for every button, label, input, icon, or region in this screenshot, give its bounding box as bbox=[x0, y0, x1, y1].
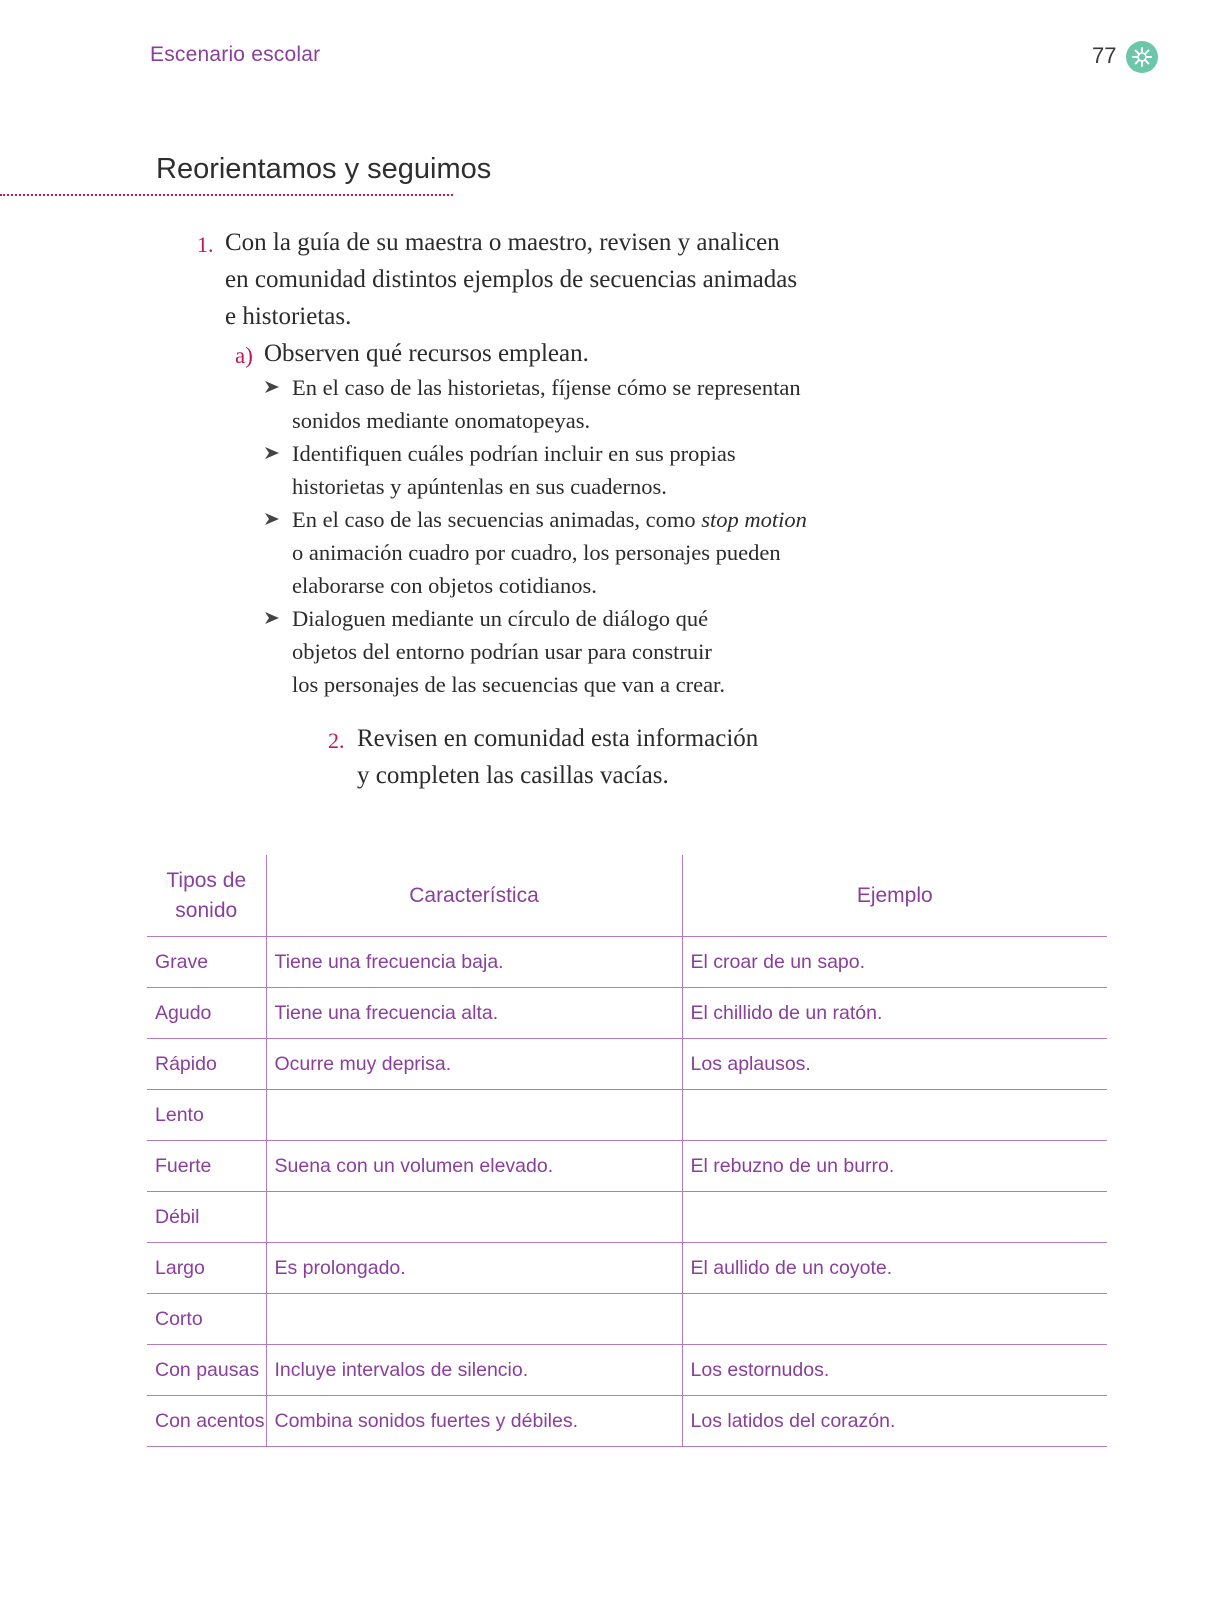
table-row bbox=[147, 1345, 1107, 1396]
table-row bbox=[147, 1396, 1107, 1447]
cell-type: Débil bbox=[147, 1192, 266, 1243]
bullet-arrow-icon bbox=[264, 446, 280, 460]
bullet-arrow-icon bbox=[264, 380, 280, 394]
cell-type: Rápido bbox=[147, 1039, 266, 1090]
cell-characteristic-empty[interactable] bbox=[266, 1294, 682, 1345]
cell-characteristic: Combina sonidos fuertes y débiles. bbox=[266, 1396, 682, 1447]
bullet-4-line-1: Dialoguen mediante un círculo de diálogo qué bbox=[292, 606, 709, 631]
cell-type: Lento bbox=[147, 1090, 266, 1141]
bullet-arrow-icon bbox=[264, 512, 280, 526]
section-divider bbox=[0, 194, 453, 196]
cell-example: El rebuzno de un burro. bbox=[682, 1141, 1107, 1192]
cell-characteristic-empty[interactable] bbox=[266, 1090, 682, 1141]
cell-example: Los estornudos. bbox=[682, 1345, 1107, 1396]
cell-type: Grave bbox=[147, 937, 266, 988]
cell-type: Con acentos bbox=[147, 1396, 266, 1447]
cell-characteristic: Tiene una frecuencia alta. bbox=[266, 988, 682, 1039]
table-row bbox=[147, 1090, 1107, 1141]
bullet-arrow-icon bbox=[264, 611, 280, 625]
section-title: Reorientamos y seguimos bbox=[156, 153, 492, 185]
table-row bbox=[147, 1039, 1107, 1090]
table-row bbox=[147, 988, 1107, 1039]
bullet-2-line-2: historietas y apúntenlas en sus cuadernos. bbox=[292, 474, 667, 499]
bullet-2-line-1: Identifiquen cuáles podrían incluir en sus propias bbox=[292, 441, 736, 466]
page-number: 77 bbox=[1092, 43, 1117, 68]
table-header-row bbox=[147, 855, 1107, 937]
table-row bbox=[147, 1243, 1107, 1294]
header-caracteristica: Característica bbox=[266, 855, 682, 937]
table-row bbox=[147, 1294, 1107, 1345]
header-tipos-de-sonido: Tipos de sonido bbox=[147, 855, 266, 937]
item1-line-1: Con la guía de su maestra o maestro, revisen y analicen bbox=[225, 229, 780, 256]
item2-marker: 2. bbox=[328, 728, 345, 753]
bullet-1-line-1: En el caso de las historietas, fíjense cómo se representan bbox=[292, 375, 801, 400]
cell-example: El chillido de un ratón. bbox=[682, 988, 1107, 1039]
item2-line-2: y completen las casillas vacías. bbox=[357, 762, 669, 789]
cell-example: El aullido de un coyote. bbox=[682, 1243, 1107, 1294]
cell-type: Agudo bbox=[147, 988, 266, 1039]
cell-example-empty[interactable] bbox=[682, 1090, 1107, 1141]
item2-line-1: Revisen en comunidad esta información bbox=[357, 725, 759, 752]
bullet-4-line-2: objetos del entorno podrían usar para construir bbox=[292, 639, 712, 664]
table-row bbox=[147, 1192, 1107, 1243]
cell-type: Con pausas bbox=[147, 1345, 266, 1396]
cell-type: Fuerte bbox=[147, 1141, 266, 1192]
cell-example-empty[interactable] bbox=[682, 1192, 1107, 1243]
cell-characteristic: Es prolongado. bbox=[266, 1243, 682, 1294]
bullet-4-line-3: los personajes de las secuencias que van a crear. bbox=[292, 672, 725, 697]
item1-line-2: en comunidad distintos ejemplos de secuencias animadas bbox=[225, 266, 798, 293]
cell-example: El croar de un sapo. bbox=[682, 937, 1107, 988]
cell-characteristic: Suena con un volumen elevado. bbox=[266, 1141, 682, 1192]
table-row bbox=[147, 937, 1107, 988]
cell-characteristic: Incluye intervalos de silencio. bbox=[266, 1345, 682, 1396]
item1-sub-a-text: Observen qué recursos emplean. bbox=[264, 340, 589, 367]
cell-characteristic: Ocurre muy deprisa. bbox=[266, 1039, 682, 1090]
bullet-1-line-2: sonidos mediante onomatopeyas. bbox=[292, 408, 591, 433]
sparkle-badge-icon bbox=[1126, 41, 1158, 73]
cell-example: Los latidos del corazón. bbox=[682, 1396, 1107, 1447]
cell-type: Largo bbox=[147, 1243, 266, 1294]
cell-characteristic: Tiene una frecuencia baja. bbox=[266, 937, 682, 988]
item1-sub-a-marker: a) bbox=[235, 343, 253, 368]
cell-characteristic-empty[interactable] bbox=[266, 1192, 682, 1243]
bullet-3-line-1: En el caso de las secuencias animadas, como stop motion bbox=[292, 507, 807, 532]
header-ejemplo: Ejemplo bbox=[682, 855, 1107, 937]
cell-example: Los aplausos. bbox=[682, 1039, 1107, 1090]
cell-example-empty[interactable] bbox=[682, 1294, 1107, 1345]
item1-line-3: e historietas. bbox=[225, 303, 352, 330]
item1-marker: 1. bbox=[197, 232, 214, 257]
cell-type: Corto bbox=[147, 1294, 266, 1345]
bullet-3-line-2: o animación cuadro por cuadro, los personajes pueden bbox=[292, 540, 781, 565]
bullet-3-line-3: elaborarse con objetos cotidianos. bbox=[292, 573, 597, 598]
sound-types-table bbox=[147, 855, 1107, 1447]
running-title: Escenario escolar bbox=[150, 43, 321, 66]
stop-motion-term: stop motion bbox=[701, 507, 807, 532]
table-row bbox=[147, 1141, 1107, 1192]
